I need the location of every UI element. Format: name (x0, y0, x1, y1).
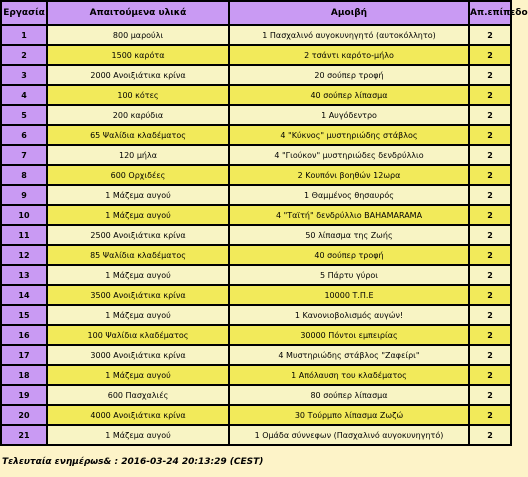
reward-cell: 1 Πασχαλινό αυγοκυνηγητό (αυτοκόλλητο) (230, 26, 468, 44)
materials-cell: 1 Μάζεμα αυγού (48, 306, 228, 324)
table-row (2, 106, 510, 124)
level-cell: 2 (470, 406, 510, 424)
level-cell: 2 (470, 226, 510, 244)
level-cell: 2 (470, 186, 510, 204)
materials-cell: 85 Ψαλίδια κλαδέματος (48, 246, 228, 264)
table-row (2, 266, 510, 284)
reward-cell: 1 Θαμμένος θησαυρός (230, 186, 468, 204)
reward-cell: 40 σούπερ λίπασμα (230, 86, 468, 104)
reward-cell: 1 Ομάδα σύννεφων (Πασχαλινό αυγοκυνηγητό) (230, 426, 468, 444)
reward-cell: 50 λίπασμα της Ζωής (230, 226, 468, 244)
materials-cell: 120 μήλα (48, 146, 228, 164)
reward-cell: 1 Απόλαυση του κλαδέματος (230, 366, 468, 384)
task-number-cell: 7 (2, 146, 46, 164)
task-number-cell: 15 (2, 306, 46, 324)
level-cell: 2 (470, 26, 510, 44)
level-cell: 2 (470, 126, 510, 144)
level-cell: 2 (470, 166, 510, 184)
table-row (2, 426, 510, 444)
materials-cell: 2000 Ανοιξιάτικα κρίνα (48, 66, 228, 84)
reward-cell: 10000 Τ.Π.Ε (230, 286, 468, 304)
table-row (2, 186, 510, 204)
materials-cell: 3500 Ανοιξιάτικα κρίνα (48, 286, 228, 304)
reward-cell: 2 Κουπόνι βοηθών 12ωρα (230, 166, 468, 184)
materials-cell: 200 καρύδια (48, 106, 228, 124)
reward-cell: 40 σούπερ τροφή (230, 246, 468, 264)
materials-cell: 1 Μάζεμα αυγού (48, 186, 228, 204)
level-cell: 2 (470, 366, 510, 384)
level-cell: 2 (470, 306, 510, 324)
task-number-cell: 18 (2, 366, 46, 384)
level-cell: 2 (470, 426, 510, 444)
reward-cell: 30 Τούρμπο λίπασμα Ζωζώ (230, 406, 468, 424)
table-row (2, 166, 510, 184)
table-row (2, 126, 510, 144)
level-cell: 2 (470, 86, 510, 104)
table-row (2, 226, 510, 244)
level-cell: 2 (470, 146, 510, 164)
task-number-cell: 5 (2, 106, 46, 124)
materials-cell: 65 Ψαλίδια κλαδέματος (48, 126, 228, 144)
level-cell: 2 (470, 66, 510, 84)
reward-cell: 4 Μυστηριώδης στάβλος "Ζαφείρι" (230, 346, 468, 364)
task-number-cell: 8 (2, 166, 46, 184)
materials-cell: 800 μαρούλι (48, 26, 228, 44)
reward-cell: 1 Αυγόδεντρο (230, 106, 468, 124)
reward-cell: 2 τσάντι καρότο-μήλο (230, 46, 468, 64)
reward-cell: 4 "Κύκνος" μυστηριώδης στάβλος (230, 126, 468, 144)
col-header-level: Απ.επίπεδο (470, 2, 510, 24)
col-header-reward: Αμοιβή (230, 2, 468, 24)
task-number-cell: 16 (2, 326, 46, 344)
task-number-cell: 21 (2, 426, 46, 444)
task-number-cell: 19 (2, 386, 46, 404)
table-row (2, 146, 510, 164)
materials-cell: 1 Μάζεμα αυγού (48, 266, 228, 284)
reward-cell: 80 σούπερ λίπασμα (230, 386, 468, 404)
reward-cell: 20 σούπερ τροφή (230, 66, 468, 84)
col-header-materials: Απαιτούμενα υλικά (48, 2, 228, 24)
reward-cell: 5 Πάρτυ γύροι (230, 266, 468, 284)
table-row (2, 306, 510, 324)
level-cell: 2 (470, 206, 510, 224)
task-number-cell: 3 (2, 66, 46, 84)
table-row (2, 206, 510, 224)
materials-cell: 600 Πασχαλιές (48, 386, 228, 404)
materials-cell: 3000 Ανοιξιάτικα κρίνα (48, 346, 228, 364)
materials-cell: 100 Ψαλίδια κλαδέματος (48, 326, 228, 344)
reward-cell: 30000 Πόντοι εμπειρίας (230, 326, 468, 344)
materials-cell: 1 Μάζεμα αυγού (48, 206, 228, 224)
level-cell: 2 (470, 286, 510, 304)
reward-cell: 1 Κανονιοβολισμός αυγών! (230, 306, 468, 324)
task-number-cell: 12 (2, 246, 46, 264)
materials-cell: 2500 Ανοιξιάτικα κρίνα (48, 226, 228, 244)
table-row (2, 406, 510, 424)
task-number-cell: 4 (2, 86, 46, 104)
materials-cell: 4000 Ανοιξιάτικα κρίνα (48, 406, 228, 424)
task-number-cell: 2 (2, 46, 46, 64)
task-number-cell: 17 (2, 346, 46, 364)
reward-cell: 4 "Γιούκον" μυστηριώδες δενδρύλλιο (230, 146, 468, 164)
materials-cell: 1 Μάζεμα αυγού (48, 426, 228, 444)
table-body (2, 26, 510, 444)
level-cell: 2 (470, 46, 510, 64)
materials-cell: 100 κότες (48, 86, 228, 104)
table-row (2, 86, 510, 104)
table-row (2, 386, 510, 404)
task-number-cell: 6 (2, 126, 46, 144)
level-cell: 2 (470, 326, 510, 344)
task-number-cell: 20 (2, 406, 46, 424)
task-number-cell: 1 (2, 26, 46, 44)
task-number-cell: 9 (2, 186, 46, 204)
table-row (2, 46, 510, 64)
level-cell: 2 (470, 106, 510, 124)
table-row (2, 286, 510, 304)
materials-cell: 1500 καρότα (48, 46, 228, 64)
table-row (2, 246, 510, 264)
level-cell: 2 (470, 266, 510, 284)
level-cell: 2 (470, 246, 510, 264)
task-number-cell: 10 (2, 206, 46, 224)
col-header-task: Εργασία (2, 2, 46, 24)
table-row (2, 326, 510, 344)
task-number-cell: 11 (2, 226, 46, 244)
table-row (2, 66, 510, 84)
table-row (2, 26, 510, 44)
table-header-row (2, 2, 510, 24)
last-updated-footer: Τελευταία ενημέρωs& : 2016-03-24 20:13:29 (CEST) (2, 457, 264, 467)
table-row (2, 346, 510, 364)
materials-cell: 600 Ορχιδέες (48, 166, 228, 184)
level-cell: 2 (470, 346, 510, 364)
table-row (2, 366, 510, 384)
level-cell: 2 (470, 386, 510, 404)
task-number-cell: 13 (2, 266, 46, 284)
task-number-cell: 14 (2, 286, 46, 304)
reward-cell: 4 "Ταϊτή" δενδρύλλιο BAHAMARAMA (230, 206, 468, 224)
materials-cell: 1 Μάζεμα αυγού (48, 366, 228, 384)
